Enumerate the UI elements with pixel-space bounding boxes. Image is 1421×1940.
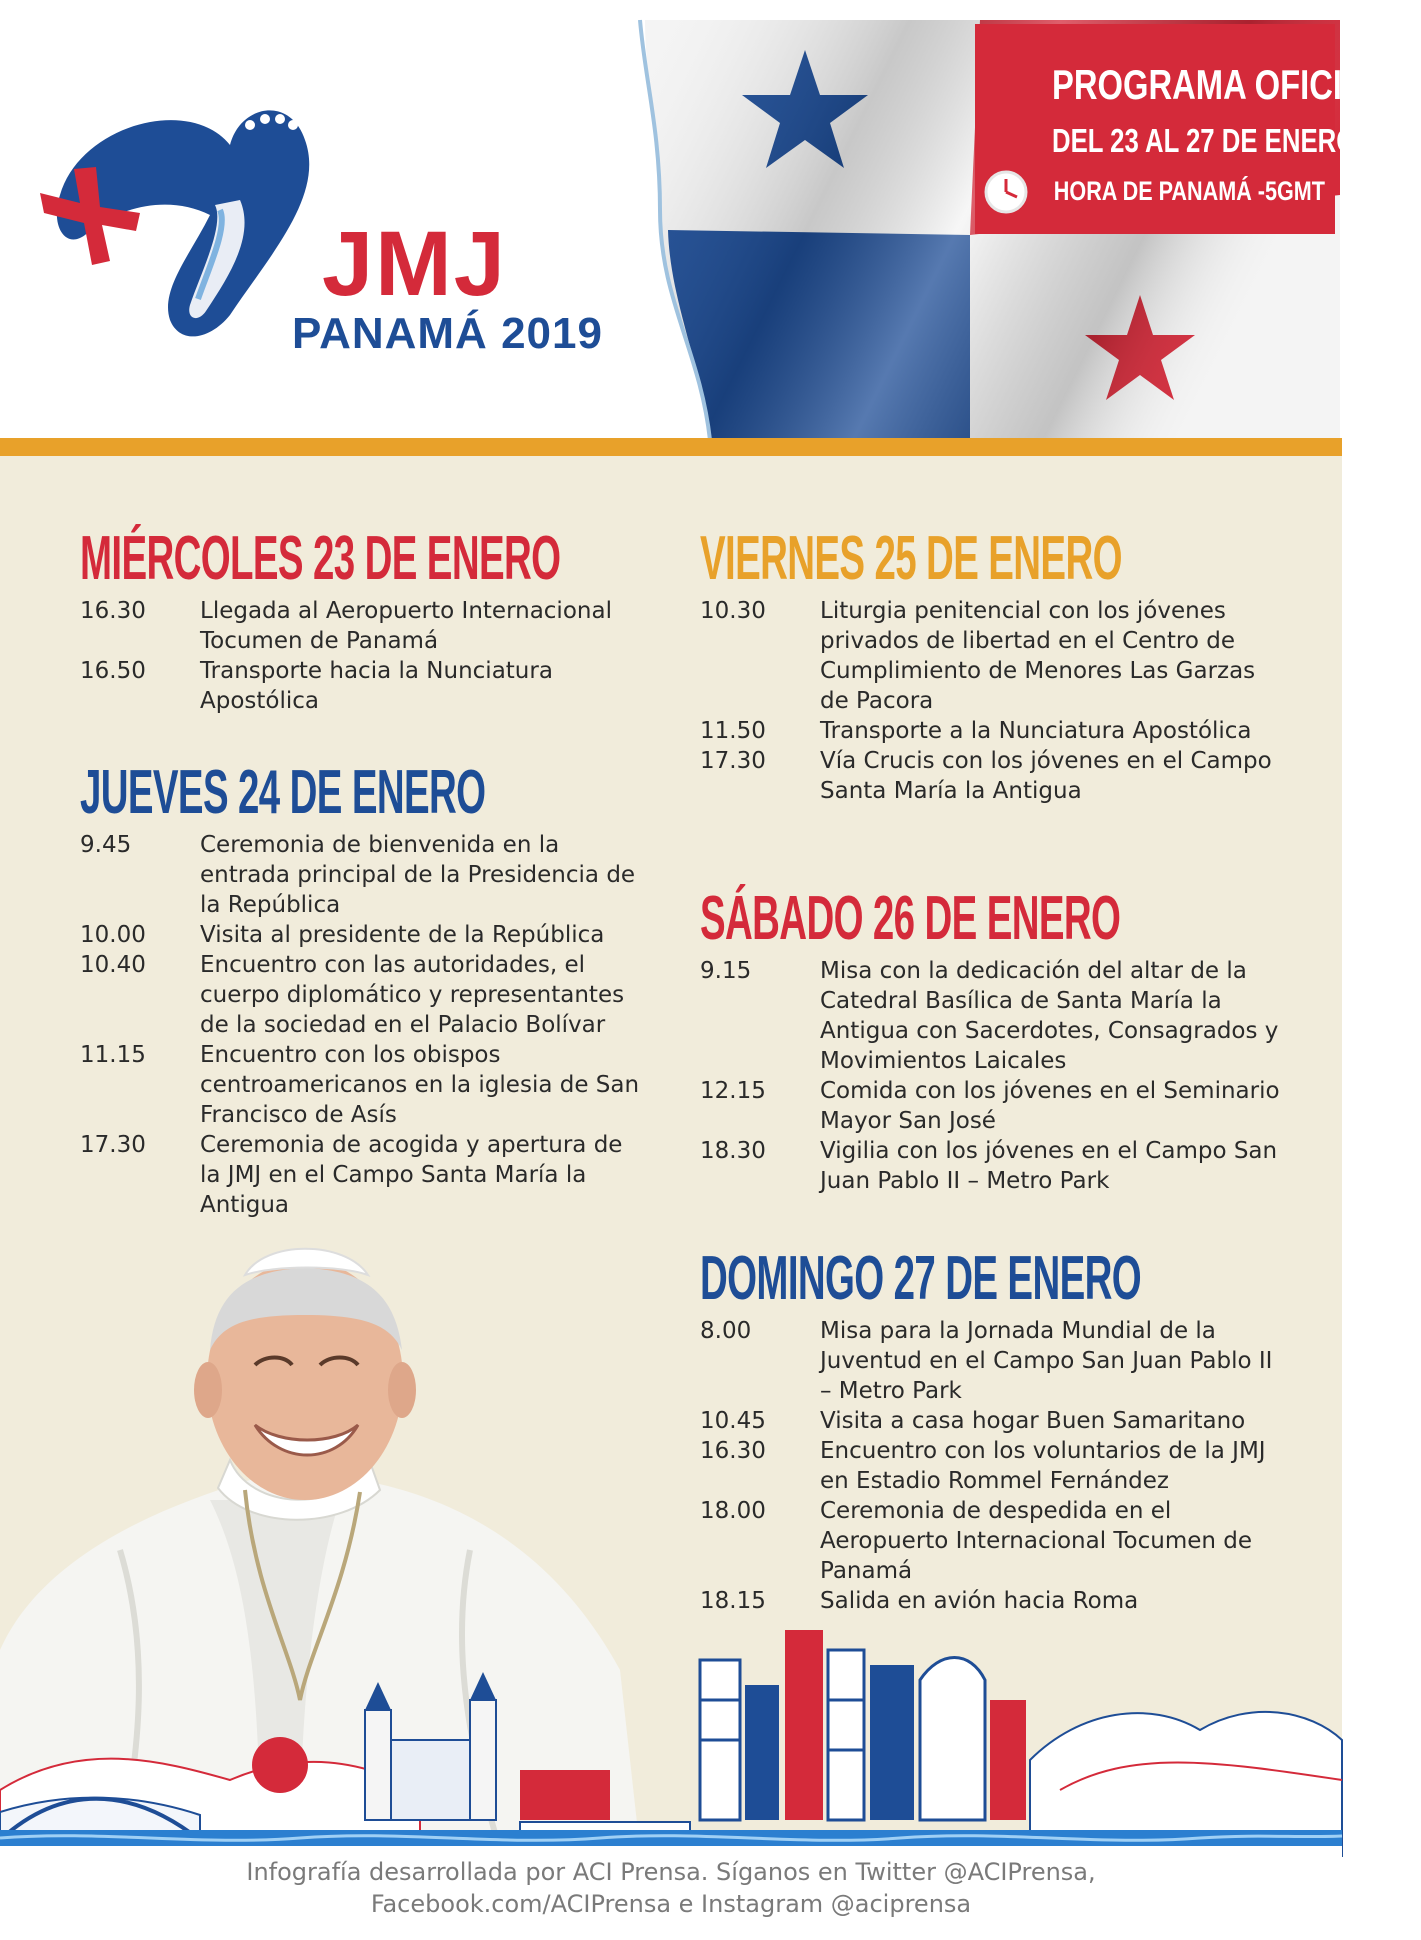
- day-title-sabado: SÁBADO 26 DE ENERO: [700, 884, 1121, 953]
- schedule-event: [80, 656, 640, 716]
- footer-social-line: Facebook.com/ACIPrensa e Instagram @aciprensa: [370, 1890, 972, 1918]
- event-description: Llegada al Aeropuerto Internacional Tocumen de Panamá: [200, 598, 612, 654]
- program-hour: HORA DE PANAMÁ -5GMT: [1053, 176, 1325, 206]
- event-description: Salida en avión hacia Roma: [820, 1588, 1139, 1614]
- footer: [0, 1846, 1342, 1940]
- event-time: 18.30: [700, 1138, 766, 1164]
- schedule-event: [80, 1040, 640, 1130]
- schedule-event: [700, 1406, 1280, 1436]
- day-title-viernes: VIERNES 25 DE ENERO: [700, 524, 1122, 593]
- schedule-event: [80, 950, 640, 1040]
- schedule-domingo: [700, 1316, 1280, 1616]
- program-title: PROGRAMA OFICIAL: [1052, 61, 1386, 108]
- event-description: Encuentro con las autoridades, el cuerpo diplomático y representantes de la sociedad en el Palacio Bolívar: [200, 952, 625, 1038]
- schedule-event: [80, 596, 640, 656]
- program-dates: DEL 23 AL 27 DE ENERO 2019: [1052, 122, 1421, 159]
- schedule-jueves: [80, 830, 640, 1220]
- event-description: Vía Crucis con los jóvenes en el Campo Santa María la Antigua: [820, 748, 1272, 804]
- schedule-sabado: [700, 956, 1280, 1196]
- event-time: 17.30: [80, 1132, 146, 1158]
- schedule-event: [80, 920, 640, 950]
- schedule-event: [700, 1436, 1280, 1496]
- event-description: Visita a casa hogar Buen Samaritano: [820, 1408, 1246, 1434]
- schedule-event: [700, 596, 1280, 716]
- logo-year: 2019: [501, 309, 603, 358]
- schedule-event: [80, 830, 640, 920]
- event-time: 9.45: [80, 832, 132, 858]
- schedule-miercoles: [80, 596, 640, 716]
- event-description: Misa con la dedicación del altar de la Catedral Basílica de Santa María la Antigua con Sacerdotes, Consagrados y Movimientos Laicales: [820, 958, 1279, 1074]
- event-description: Visita al presidente de la República: [200, 922, 605, 948]
- event-description: Ceremonia de despedida en el Aeropuerto Internacional Tocumen de Panamá: [820, 1498, 1253, 1584]
- schedule-event: [700, 1076, 1280, 1136]
- event-description: Ceremonia de bienvenida en la entrada principal de la Presidencia de la República: [200, 832, 636, 918]
- event-time: 16.30: [80, 598, 146, 624]
- event-time: 8.00: [700, 1318, 752, 1344]
- footer-credit-line: Infografía desarrollada por ACI Prensa. Síganos en Twitter @ACIPrensa,: [246, 1858, 1096, 1886]
- event-time: 16.50: [80, 658, 146, 684]
- schedule-event: [700, 956, 1280, 1076]
- event-time: 17.30: [700, 748, 766, 774]
- event-description: Liturgia penitencial con los jóvenes privados de libertad en el Centro de Cumplimiento de Menores Las Garzas de Pacora: [820, 598, 1256, 714]
- event-time: 11.50: [700, 718, 766, 744]
- event-time: 10.00: [80, 922, 146, 948]
- event-description: Encuentro con los obispos centroamericanos en la iglesia de San Francisco de Asís: [200, 1042, 640, 1128]
- event-description: Comida con los jóvenes en el Seminario Mayor San José: [820, 1078, 1280, 1134]
- event-description: Transporte hacia la Nunciatura Apostólica: [200, 658, 553, 714]
- logo-title: JMJ: [322, 213, 507, 315]
- schedule-event: [80, 1130, 640, 1220]
- event-time: 11.15: [80, 1042, 146, 1068]
- logo-place: PANAMÁ: [292, 309, 488, 358]
- event-time: 18.15: [700, 1588, 766, 1614]
- event-time: 10.40: [80, 952, 146, 978]
- program-box: [975, 24, 1421, 234]
- event-description: Vigilia con los jóvenes en el Campo San Juan Pablo II – Metro Park: [820, 1138, 1278, 1194]
- event-description: Misa para la Jornada Mundial de la Juventud en el Campo San Juan Pablo II – Metro Park: [820, 1318, 1273, 1404]
- event-time: 10.30: [700, 598, 766, 624]
- header-divider: [0, 438, 1342, 456]
- day-title-jueves: JUEVES 24 DE ENERO: [80, 758, 486, 827]
- event-time: 12.15: [700, 1078, 766, 1104]
- clock-icon: [983, 169, 1029, 215]
- schedule-event: [700, 1316, 1280, 1406]
- schedule-event: [700, 716, 1280, 746]
- event-time: 16.30: [700, 1438, 766, 1464]
- schedule-event: [700, 746, 1280, 806]
- panama-skyline-illustration: [0, 1590, 1342, 1856]
- schedule-event: [700, 1136, 1280, 1196]
- day-title-domingo: DOMINGO 27 DE ENERO: [700, 1244, 1142, 1313]
- event-time: 18.00: [700, 1498, 766, 1524]
- day-title-miercoles: MIÉRCOLES 23 DE ENERO: [80, 524, 561, 593]
- logo-subtitle: [292, 309, 603, 358]
- event-description: Transporte a la Nunciatura Apostólica: [820, 718, 1252, 744]
- event-time: 9.15: [700, 958, 752, 984]
- event-time: 10.45: [700, 1408, 766, 1434]
- schedule-viernes: [700, 596, 1280, 806]
- event-description: Encuentro con los voluntarios de la JMJ en Estadio Rommel Fernández: [820, 1438, 1266, 1494]
- schedule-event: [700, 1496, 1280, 1586]
- event-description: Ceremonia de acogida y apertura de la JMJ en el Campo Santa María la Antigua: [200, 1132, 623, 1218]
- header: [0, 0, 1421, 440]
